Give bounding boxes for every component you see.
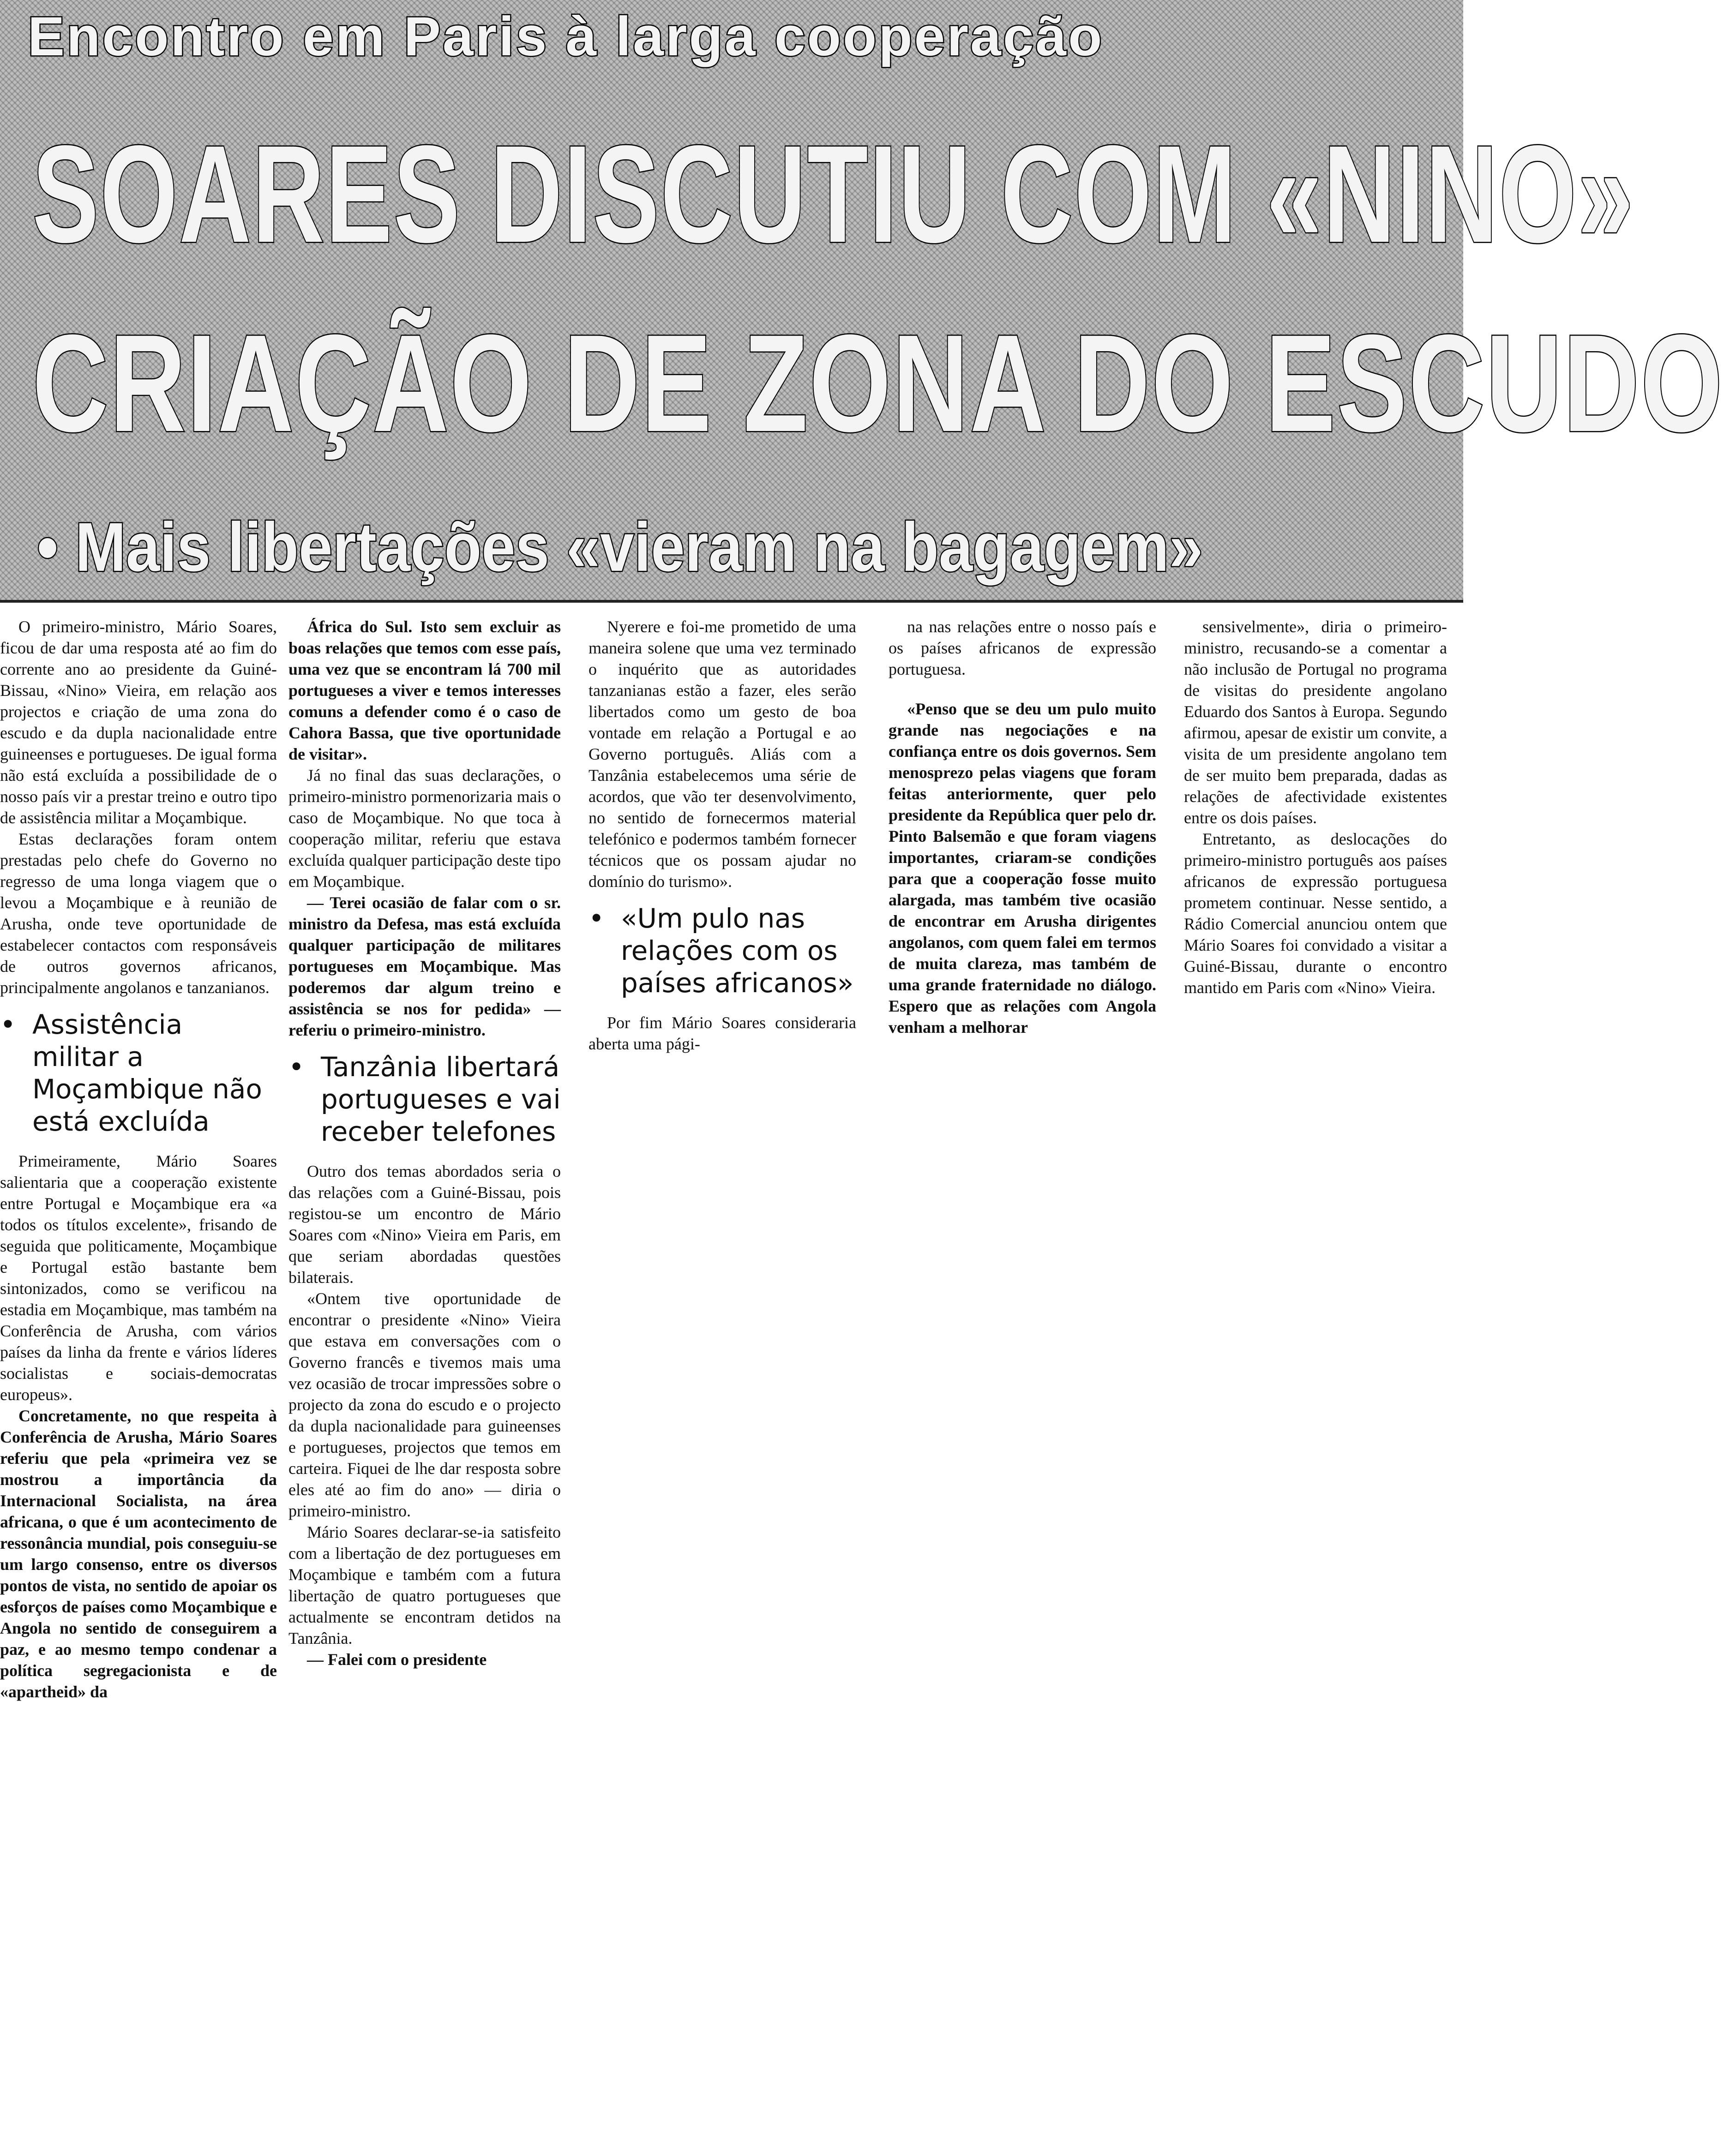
headline-banner bbox=[0, 0, 1724, 603]
paragraph: Estas declarações foram ontem prestadas pelo chefe do Governo no regresso de uma longa viagem que o levou a Moçambique e à reunião de Arusha, onde teve oportunidade de estabelecer contactos com responsáveis de outros governos africanos, principalmente angolanos e tanzanianos. bbox=[0, 830, 277, 997]
bullet-icon: • bbox=[589, 903, 605, 934]
article-column-2 bbox=[288, 616, 561, 1670]
paragraph: África do Sul. Isto sem excluir as boas relações que temos com esse país, uma vez que se encontram lá 700 mil portugueses a viver e temos interesses comuns a defender como é o caso de Cahora Bassa, que tive oportunidade de visitar». bbox=[288, 617, 561, 763]
paragraph: Entretanto, as deslocações do primeiro-ministro português aos países africanos de expressão portuguesa prometem continuar. Nesse sentido, a Rádio Comercial anunciou ontem que Mário Soares foi convidado a visitar a Guiné-Bissau, durante o encontro mantido em Paris com «Nino» Vieira. bbox=[1184, 830, 1447, 997]
bullet-icon: • bbox=[288, 1051, 305, 1083]
subheading bbox=[288, 1051, 561, 1148]
paragraph: Já no final das suas declarações, o primeiro-ministro pormenorizaria mais o caso de Moçambique. No que toca à cooperação militar, referiu que estava excluída qualquer participação deste tipo em Moçambique. bbox=[288, 766, 561, 891]
subheading bbox=[0, 1008, 277, 1138]
article-column-1 bbox=[0, 616, 277, 1702]
paragraph: Por fim Mário Soares consideraria aberta uma pági- bbox=[589, 1013, 856, 1053]
paragraph: «Ontem tive oportunidade de encontrar o presidente «Nino» Vieira que estava em conversações com o Governo francês e tivemos mais uma vez ocasião de trocar impressões sobre o projecto da zona do escudo e o projecto da dupla nacionalidade para guineenses e portugueses, projectos que temos em carteira. Fiquei de lhe dar resposta sobre eles até ao fim do ano» — diria o primeiro-ministro. bbox=[288, 1289, 561, 1520]
paragraph: Concretamente, no que respeita à Conferência de Arusha, Mário Soares referiu que pela «primeira vez se mostrou a importância da Internacional Socialista, na área africana, o que é um acontecimento de ressonância mundial, pois conseguiu-se um largo consenso, entre os diversos pontos de vista, no sentido de apoiar os esforços de países como Moçambique e Angola no sentido de conseguirem a paz, e ao mesmo tempo condenar a política segregacionista e de «apartheid» da bbox=[0, 1407, 277, 1701]
article-column-5 bbox=[1184, 616, 1447, 998]
headline-line-2: CRIAÇÃO DE ZONA DO ESCUDO bbox=[32, 305, 1724, 461]
article-column-3 bbox=[589, 616, 856, 1054]
subheading-text: «Um pulo nas relações com os países africanos» bbox=[621, 903, 854, 999]
paragraph: Mário Soares declarar-se-ia satisfeito com a libertação de dez portugueses em Moçambique e também com a futura libertação de quatro portugueses que actualmente se encontram detidos na Tanzânia. bbox=[288, 1523, 561, 1647]
subheading bbox=[589, 902, 856, 999]
subheading-text: Assistência militar a Moçambique não está excluída bbox=[32, 1009, 262, 1137]
paragraph: Nyerere e foi-me prometido de uma maneira solene que uma vez terminado o inquérito que as autoridades tanzanianas estão a fazer, eles serão libertados como um gesto de boa vontade em relação a Portugal e ao Governo português. Aliás com a Tanzânia estabelecemos uma série de acordos, que vão ter desenvolvimento, no sentido de fornecermos material telefónico e podermos também fornecer técnicos que os possam ajudar no domínio do turismo». bbox=[589, 617, 856, 891]
paragraph: na nas relações entre o nosso país e os países africanos de expressão portuguesa. bbox=[889, 617, 1156, 678]
paragraph: Outro dos temas abordados seria o das relações com a Guiné-Bissau, pois registou-se um encontro de Mário Soares com «Nino» Vieira em Paris, em que seriam abordadas questões bilaterais. bbox=[288, 1162, 561, 1287]
paragraph: sensivelmente», diria o primeiro-ministro, recusando-se a comentar a não inclusão de Portugal no programa de visitas do presidente angolano Eduardo dos Santos à Europa. Segundo afirmou, apesar de existir um convite, a visita de um presidente angolano tem de ser muito bem preparada, dadas as relações de afectividade existentes entre os dois países. bbox=[1184, 617, 1447, 827]
paragraph: Primeiramente, Mário Soares salientaria que a cooperação existente entre Portugal e Moçambique era «a todos os títulos excelente», frisando de seguida que politicamente, Moçambique e Portugal estão bastante bem sintonizados, como se verificou na estadia em Moçambique, mas também na Conferência de Arusha, com vários países da linha da frente e vários líderes socialistas e sociais-democratas europeus». bbox=[0, 1152, 277, 1404]
paragraph: — Terei ocasião de falar com o sr. ministro da Defesa, mas está excluída qualquer participação de militares portugueses em Moçambique. Mas poderemos dar algum treino e assistência se nos for pedida» — referiu o primeiro-ministro. bbox=[288, 893, 561, 1039]
paragraph: O primeiro-ministro, Mário Soares, ficou de dar uma resposta até ao fim do corrente ano ao presidente da Guiné-Bissau, «Nino» Vieira, em relação aos projectos e criação de uma zona do escudo e da dupla nacionalidade entre guineenses e portugueses. De igual forma não está excluída a possibilidade de o nosso país vir a prestar treino e outro tipo de assistência militar a Moçambique. bbox=[0, 617, 277, 827]
paragraph: «Penso que se deu um pulo muito grande nas negociações e na confiança entre os dois governos. Sem menosprezo pelas viagens que foram feitas anteriormente, quer pelo presidente da República quer pelo dr. Pinto Balsemão e que foram viagens importantes, criaram-se condições para que a cooperação fosse muito alargada, mas também tive ocasião de encontrar em Arusha dirigentes angolanos, com quem falei em termos de muita clareza, mas também de uma grande fraternidade no diálogo. Espero que as relações com Angola venham a melhorar bbox=[889, 700, 1156, 1036]
headline-subtitle: • Mais libertações «vieram na bagagem» bbox=[37, 508, 1203, 586]
headline-kicker: Encontro em Paris à larga cooperação bbox=[28, 6, 1104, 67]
bullet-icon: • bbox=[0, 1009, 16, 1040]
headline-line-1: SOARES DISCUTIU COM «NINO» bbox=[32, 116, 1635, 271]
article-column-4 bbox=[889, 616, 1156, 1038]
paragraph: — Falei com o presidente bbox=[307, 1650, 487, 1669]
subheading-text: Tanzânia libertará portugueses e vai receber telefones bbox=[321, 1051, 561, 1147]
